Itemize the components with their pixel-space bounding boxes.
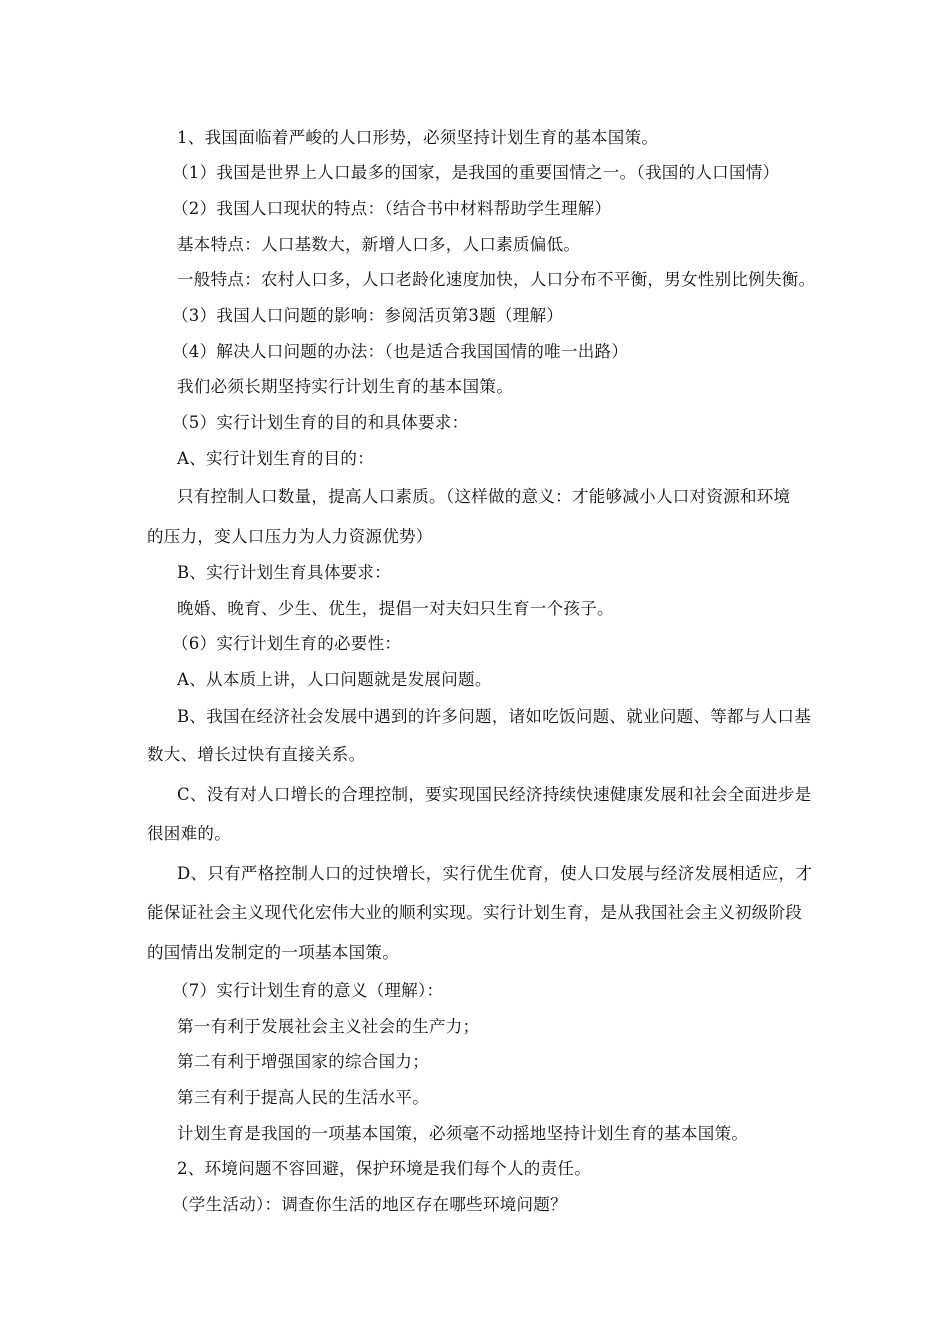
section-2-heading: 2、环境问题不容回避，保护环境是我们每个人的责任。 [177,1159,591,1178]
policy-conclusion-text: 计划生育是我国的一项基本国策，必须毫不动摇地坚持计划生育的基本国策。 [177,1124,749,1143]
policy-statement-text: 我们必须长期坚持实行计划生育的基本国策。 [177,377,513,396]
student-activity-text: （学生活动）：调查你生活的地区存在哪些环境问题？ [172,1195,567,1214]
necessity-b-line-1: B、我国在经济社会发展中遇到的许多问题，诸如吃饭问题、就业问题、等都与人口基 [177,707,812,726]
subpoint-a-heading: A、实行计划生育的目的： [177,449,375,468]
necessity-a-text: A、从本质上讲，人口问题就是发展问题。 [177,670,492,689]
necessity-b-line-2: 数大、增长过快有直接关系。 [147,745,366,764]
purpose-text-line-2: 的压力，变人口压力为人力资源优势） [147,527,433,546]
requirements-text: 晚婚、晚育、少生、优生，提倡一对夫妇只生育一个孩子。 [177,599,614,618]
significance-first-text: 第一有利于发展社会主义社会的生产力； [177,1017,480,1036]
necessity-d-line-2: 能保证社会主义现代化宏伟大业的顺利实现。实行计划生育，是从我国社会主义初级阶段 [147,903,803,922]
purpose-text-line-1: 只有控制人口数量，提高人口素质。（这样做的意义：才能够减小人口对资源和环境 [177,487,791,506]
point-2-text: （2）我国人口现状的特点：（结合书中材料帮助学生理解） [172,199,612,218]
significance-third-text: 第三有利于提高人民的生活水平。 [177,1088,429,1107]
necessity-d-line-1: D、只有严格控制人口的过快增长，实行优生优育，使人口发展与经济发展相适应，才 [177,864,813,883]
basic-features-text: 基本特点：人口基数大，新增人口多，人口素质偏低。 [177,235,581,254]
significance-second-text: 第二有利于增强国家的综合国力； [177,1052,429,1071]
section-1-heading: 1、我国面临着严峻的人口形势，必须坚持计划生育的基本国策。 [177,128,659,147]
necessity-c-line-1: C、没有对人口增长的合理控制，要实现国民经济持续快速健康发展和社会全面进步是 [177,785,812,804]
necessity-c-line-2: 很困难的。 [147,824,231,843]
necessity-d-line-3: 的国情出发制定的一项基本国策。 [147,943,399,962]
point-5-text: （5）实行计划生育的目的和具体要求： [172,413,469,432]
general-features-text: 一般特点：农村人口多，人口老龄化速度加快，人口分布不平衡，男女性别比例失衡。 [177,270,816,289]
point-4-text: （4）解决人口问题的办法：（也是适合我国国情的唯一出路） [172,342,629,361]
subpoint-b-heading: B、实行计划生育具体要求： [177,563,392,582]
point-3-text: （3）我国人口问题的影响：参阅活页第3题（理解） [172,306,564,325]
point-7-text: （7）实行计划生育的意义（理解）： [172,981,444,1000]
point-6-text: （6）实行计划生育的必要性： [172,634,402,653]
point-1-text: （1）我国是世界上人口最多的国家，是我国的重要国情之一。（我国的人口国情） [172,163,780,182]
